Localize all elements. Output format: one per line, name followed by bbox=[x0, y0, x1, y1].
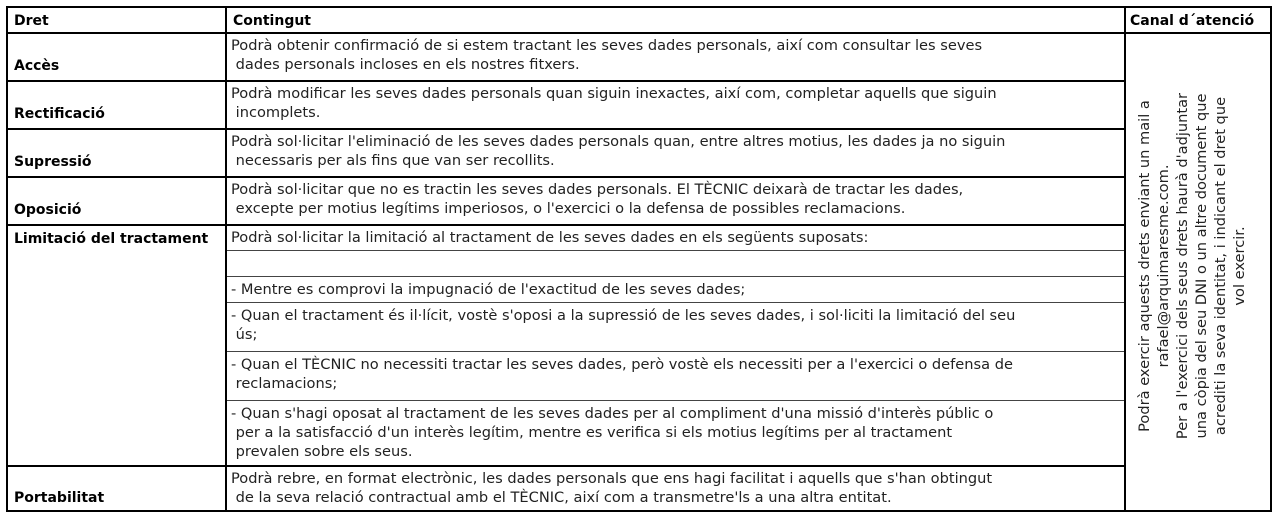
canal-text: Podrà exercir aquests drets enviant un mail a rafael@arquimaresme.com. Per a l'exercici dels seus drets haurà d'adjuntar una còpia del seu DNI o un altre document que acrediti la seva identitat, i indicant el dret que vol exercir. bbox=[1136, 92, 1248, 440]
content-line: dades personals incloses en els nostres fitxers. bbox=[231, 56, 580, 73]
content-line: Podrà sol·licitar que no es tractin les seves dades personals. El TÈCNIC deixarà de tractar les dades, bbox=[231, 181, 964, 198]
limitation-item: - Quan s'hagi oposat al tractament de les seves dades per al compliment d'una missió d'interès públic o per a la satisfacció d'un interès legítim, mentre es verifica si els motius legítims per al tractament prevalen sobre els seus. bbox=[231, 405, 994, 460]
rights-table bbox=[6, 6, 1272, 512]
right-name-supressio: Supressió bbox=[14, 154, 92, 170]
subrow-divider bbox=[227, 400, 1124, 401]
header-canal: Canal d´atenció bbox=[1130, 13, 1255, 29]
right-content-oposicio bbox=[227, 178, 1124, 224]
right-content-acces bbox=[227, 34, 1124, 80]
content-line: necessaris per als fins que van ser recollits. bbox=[231, 152, 555, 169]
content-line: de la seva relació contractual amb el TÈCNIC, així com a transmetre'ls a una altra entitat. bbox=[231, 489, 892, 506]
right-name-portabilitat: Portabilitat bbox=[14, 490, 105, 506]
content-line: incomplets. bbox=[231, 104, 321, 121]
subrow-divider bbox=[227, 302, 1124, 303]
right-name-acces: Accès bbox=[14, 58, 60, 74]
right-content-portabilitat bbox=[227, 467, 1124, 510]
limitation-item: - Quan el TÈCNIC no necessiti tractar les seves dades, però vostè els necessiti per a l'exercici o defensa de reclamacions; bbox=[231, 356, 1013, 392]
right-name-oposicio: Oposició bbox=[14, 202, 82, 218]
header-contingut: Contingut bbox=[233, 13, 311, 29]
content-line: excepte per motius legítims imperiosos, o l'exercici o la defensa de possibles reclamacions. bbox=[231, 200, 906, 217]
limitation-item: - Mentre es comprovi la impugnació de l'exactitud de les seves dades; bbox=[231, 281, 746, 298]
subrow-divider bbox=[227, 276, 1124, 277]
right-name-rectificacio: Rectificació bbox=[14, 106, 105, 122]
right-content-limitacio-intro: Podrà sol·licitar la limitació al tractament de les seves dades en els següents suposats: bbox=[231, 229, 869, 246]
content-line: Podrà sol·licitar l'eliminació de les seves dades personals quan, entre altres motius, les dades ja no siguin bbox=[231, 133, 1006, 150]
canal-cell bbox=[1122, 30, 1262, 502]
header-dret: Dret bbox=[14, 13, 49, 29]
right-name-limitacio: Limitació del tractament bbox=[14, 231, 209, 247]
right-content-rectificacio bbox=[227, 82, 1124, 128]
content-line: Podrà modificar les seves dades personals quan siguin inexactes, així com, completar aquells que siguin bbox=[231, 85, 997, 102]
content-line: Podrà obtenir confirmació de si estem tractant les seves dades personals, així com consultar les seves bbox=[231, 37, 983, 54]
limitation-item: - Quan el tractament és il·lícit, vostè s'oposi a la supressió de les seves dades, i sol·liciti la limitació del seu ús; bbox=[231, 307, 1016, 343]
right-content-supressio bbox=[227, 130, 1124, 176]
content-line: Podrà rebre, en format electrònic, les dades personals que ens hagi facilitat i aquells que s'han obtingut bbox=[231, 470, 993, 487]
subrow-divider bbox=[227, 250, 1124, 251]
subrow-divider bbox=[227, 351, 1124, 352]
